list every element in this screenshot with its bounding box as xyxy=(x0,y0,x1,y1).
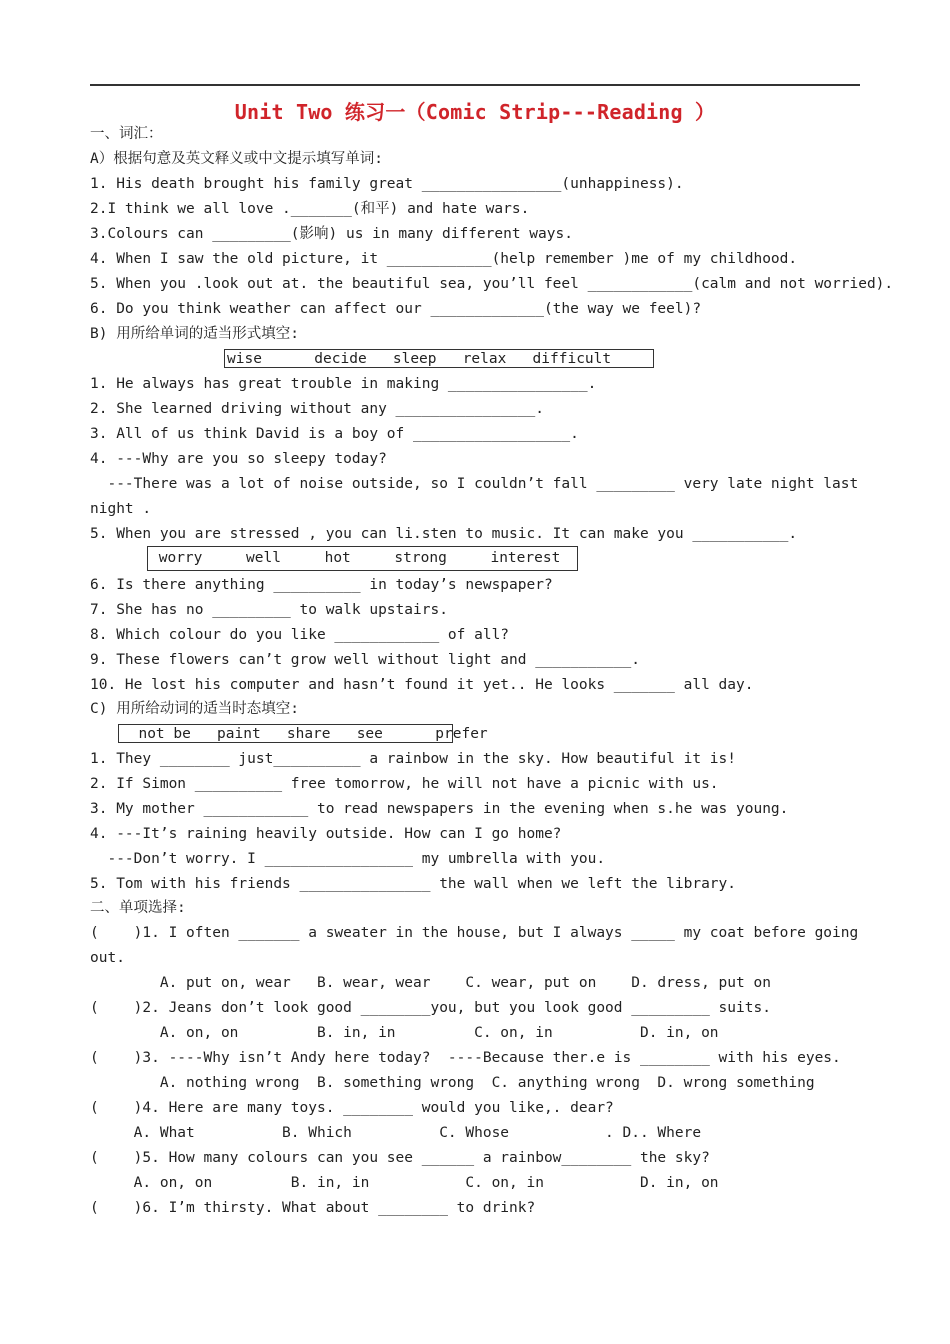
exercise-line: 4. When I saw the old picture, it ____________(help remember )me of my childhood. xyxy=(90,251,798,267)
exercise-line: 3. All of us think David is a boy of __________________. xyxy=(90,426,579,442)
exercise-line: 1. They ________ just__________ a rainbow in the sky. How beautiful it is! xyxy=(90,751,737,767)
exercise-line: 2.I think we all love ._______(和平) and hate wars. xyxy=(90,201,530,217)
options-line: A. on, on B. in, in C. on, in D. in, on xyxy=(90,1025,719,1041)
section-heading: 二、单项选择: xyxy=(90,900,186,916)
exercise-line: 10. He lost his computer and hasn’t found it yet.. He looks _______ all day. xyxy=(90,677,754,693)
question-line: ( )1. I often _______ a sweater in the house, but I always _____ my coat before going xyxy=(90,925,859,941)
exercise-line: 5. Tom with his friends _______________ the wall when we left the library. xyxy=(90,876,737,892)
options-line: A. on, on B. in, in C. on, in D. in, on xyxy=(90,1175,719,1191)
exercise-line: 7. She has no _________ to walk upstairs. xyxy=(90,602,448,618)
exercise-line: 2. She learned driving without any ________________. xyxy=(90,401,544,417)
options-line: A. nothing wrong B. something wrong C. anything wrong D. wrong something xyxy=(90,1075,815,1091)
question-line: ( )6. I’m thirsty. What about ________ to drink? xyxy=(90,1200,536,1216)
exercise-line: 5. When you .look out at. the beautiful sea, you’ll feel ____________(calm and not worried). xyxy=(90,276,894,292)
question-line: out. xyxy=(90,950,125,966)
exercise-line: 4. ---It’s raining heavily outside. How can I go home? xyxy=(90,826,562,842)
question-line: ( )5. How many colours can you see ______ a rainbow________ the sky? xyxy=(90,1150,710,1166)
word-box-b1: wise decide sleep relax difficult xyxy=(224,349,654,368)
word-box-c: not be paint share see prefer xyxy=(118,724,453,743)
page-title: Unit Two 练习一（Comic Strip---Reading ） xyxy=(234,100,716,124)
section-heading: 一、词汇： xyxy=(90,126,163,142)
exercise-line: 1. He always has great trouble in making ________________. xyxy=(90,376,597,392)
word-box-b2: worry well hot strong interest xyxy=(147,546,578,571)
header-rule xyxy=(90,84,860,86)
subsection-heading: C) 用所给动词的适当时态填空: xyxy=(90,701,299,717)
exercise-line: ---There was a lot of noise outside, so I couldn’t fall _________ very late night last xyxy=(90,476,859,492)
exercise-line: 3.Colours can _________(影响) us in many different ways. xyxy=(90,226,573,242)
options-line: A. put on, wear B. wear, wear C. wear, put on D. dress, put on xyxy=(90,975,771,991)
question-line: ( )2. Jeans don’t look good ________you, but you look good _________ suits. xyxy=(90,1000,771,1016)
exercise-line: 9. These flowers can’t grow well without light and ___________. xyxy=(90,652,640,668)
subsection-heading: B) 用所给单词的适当形式填空: xyxy=(90,326,299,342)
exercise-line: 6. Is there anything __________ in today’s newspaper? xyxy=(90,577,553,593)
exercise-line: 3. My mother ____________ to read newspapers in the evening when s.he was young. xyxy=(90,801,789,817)
exercise-line: night . xyxy=(90,501,152,517)
exercise-line: 2. If Simon __________ free tomorrow, he will not have a picnic with us. xyxy=(90,776,719,792)
question-line: ( )3. ----Why isn’t Andy here today? ----Because ther.e is ________ with his eyes. xyxy=(90,1050,841,1066)
options-line: A. What B. Which C. Whose . D.. Where xyxy=(90,1125,702,1141)
question-line: ( )4. Here are many toys. ________ would you like,. dear? xyxy=(90,1100,614,1116)
exercise-line: 8. Which colour do you like ____________ of all? xyxy=(90,627,510,643)
exercise-line: 4. ---Why are you so sleepy today? xyxy=(90,451,387,467)
subsection-heading: A）根据句意及英文释义或中文提示填写单词: xyxy=(90,151,383,167)
exercise-line: 5. When you are stressed , you can li.sten to music. It can make you ___________. xyxy=(90,526,798,542)
exercise-line: ---Don’t worry. I _________________ my umbrella with you. xyxy=(90,851,606,867)
exercise-line: 6. Do you think weather can affect our _____________(the way we feel)? xyxy=(90,301,702,317)
exercise-line: 1. His death brought his family great ________________(unhappiness). xyxy=(90,176,684,192)
